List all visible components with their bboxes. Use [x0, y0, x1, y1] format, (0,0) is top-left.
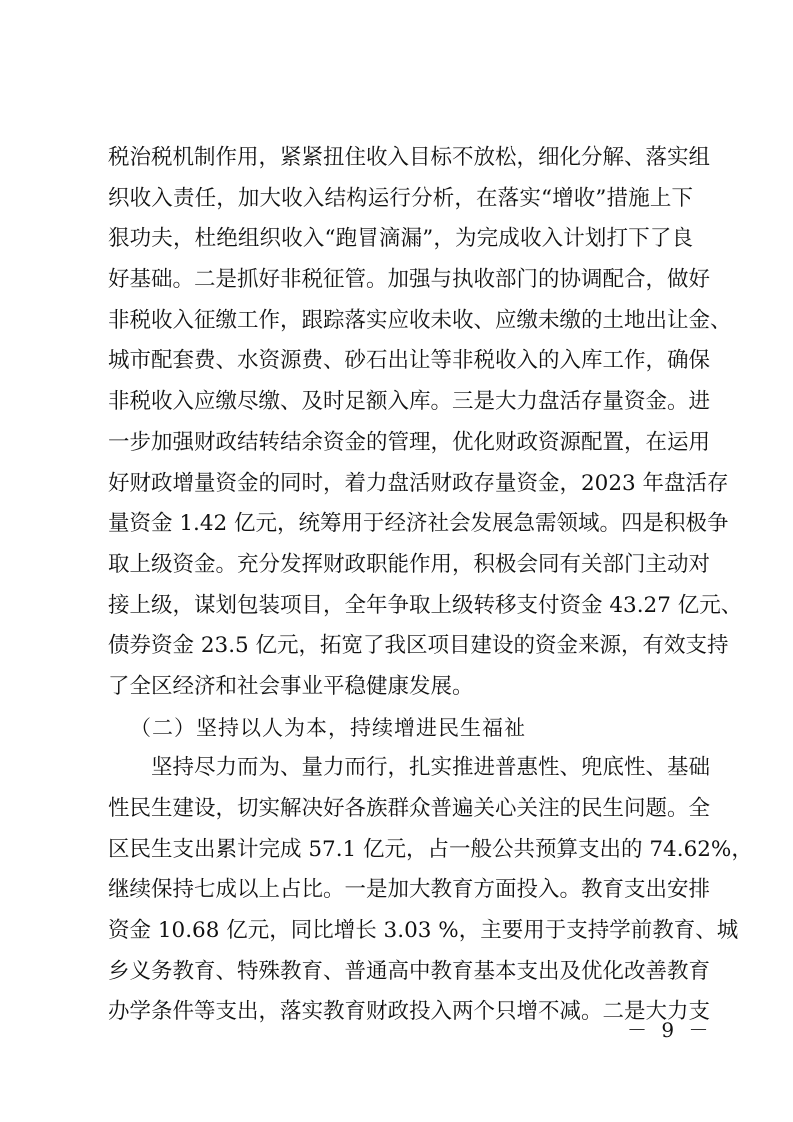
text-line: 量资金 1.42 亿元，统筹用于经济社会发展急需领域。四是积极争 — [108, 511, 729, 537]
text-line: 非税收入征缴工作，跟踪落实应收未收、应缴未缴的土地出让金、 — [108, 307, 732, 333]
text-line: 了全区经济和社会事业平稳健康发展。 — [108, 673, 474, 699]
document-body — [108, 138, 753, 1033]
text-line: 继续保持七成以上占比。一是加大教育方面投入。教育支出安排 — [108, 877, 711, 903]
text-line: 狠功夫，杜绝组织收入“跑冒滴漏”，为完成收入计划打下了良 — [108, 226, 693, 252]
text-line: 取上级资金。充分发挥财政职能作用，积极会同有关部门主动对 — [108, 551, 711, 577]
text-line: 一步加强财政结转结余资金的管理，优化财政资源配置，在运用 — [108, 429, 711, 455]
text-line: 好基础。二是抓好非税征管。加强与执收部门的协调配合，做好 — [108, 267, 711, 293]
text-line: 办学条件等支出，落实教育财政投入两个只增不减。二是大力支 — [108, 999, 711, 1025]
page-number: － 9 － — [627, 1018, 713, 1042]
text-line: 织收入责任，加大收入结构运行分析，在落实“增收”措施上下 — [108, 185, 693, 211]
text-line: 性民生建设，切实解决好各族群众普遍关心关注的民生问题。全 — [108, 796, 711, 821]
text-line: 乡义务教育、特殊教育、普通高中教育基本支出及优化改善教育 — [108, 958, 711, 984]
text-line: 坚持尽力而为、量力而行，扎实推进普惠性、兜底性、基础 — [151, 755, 711, 781]
text-line: 接上级，谋划包装项目，全年争取上级转移支付资金 43.27 亿元、 — [108, 592, 743, 618]
text-line: 债券资金 23.5 亿元，拓宽了我区项目建设的资金来源，有效支持 — [108, 633, 729, 659]
text-line: 区民生支出累计完成 57.1 亿元，占一般公共预算支出的 74.62%， — [108, 836, 753, 862]
text-line: 税治税机制作用，紧紧扭住收入目标不放松，细化分解、落实组 — [108, 145, 711, 170]
section-heading: （二）坚持以人为本，持续增进民生福祉 — [130, 715, 526, 740]
text-line: 城市配套费、水资源费、砂石出让等非税收入的入库工作，确保 — [108, 348, 711, 374]
text-line: 资金 10.68 亿元，同比增长 3.03 %，主要用于支持学前教育、城 — [108, 918, 739, 944]
text-line: 非税收入应缴尽缴、及时足额入库。三是大力盘活存量资金。进 — [108, 389, 711, 415]
text-line: 好财政增量资金的同时，着力盘活财政存量资金，2023 年盘活存 — [108, 470, 729, 496]
